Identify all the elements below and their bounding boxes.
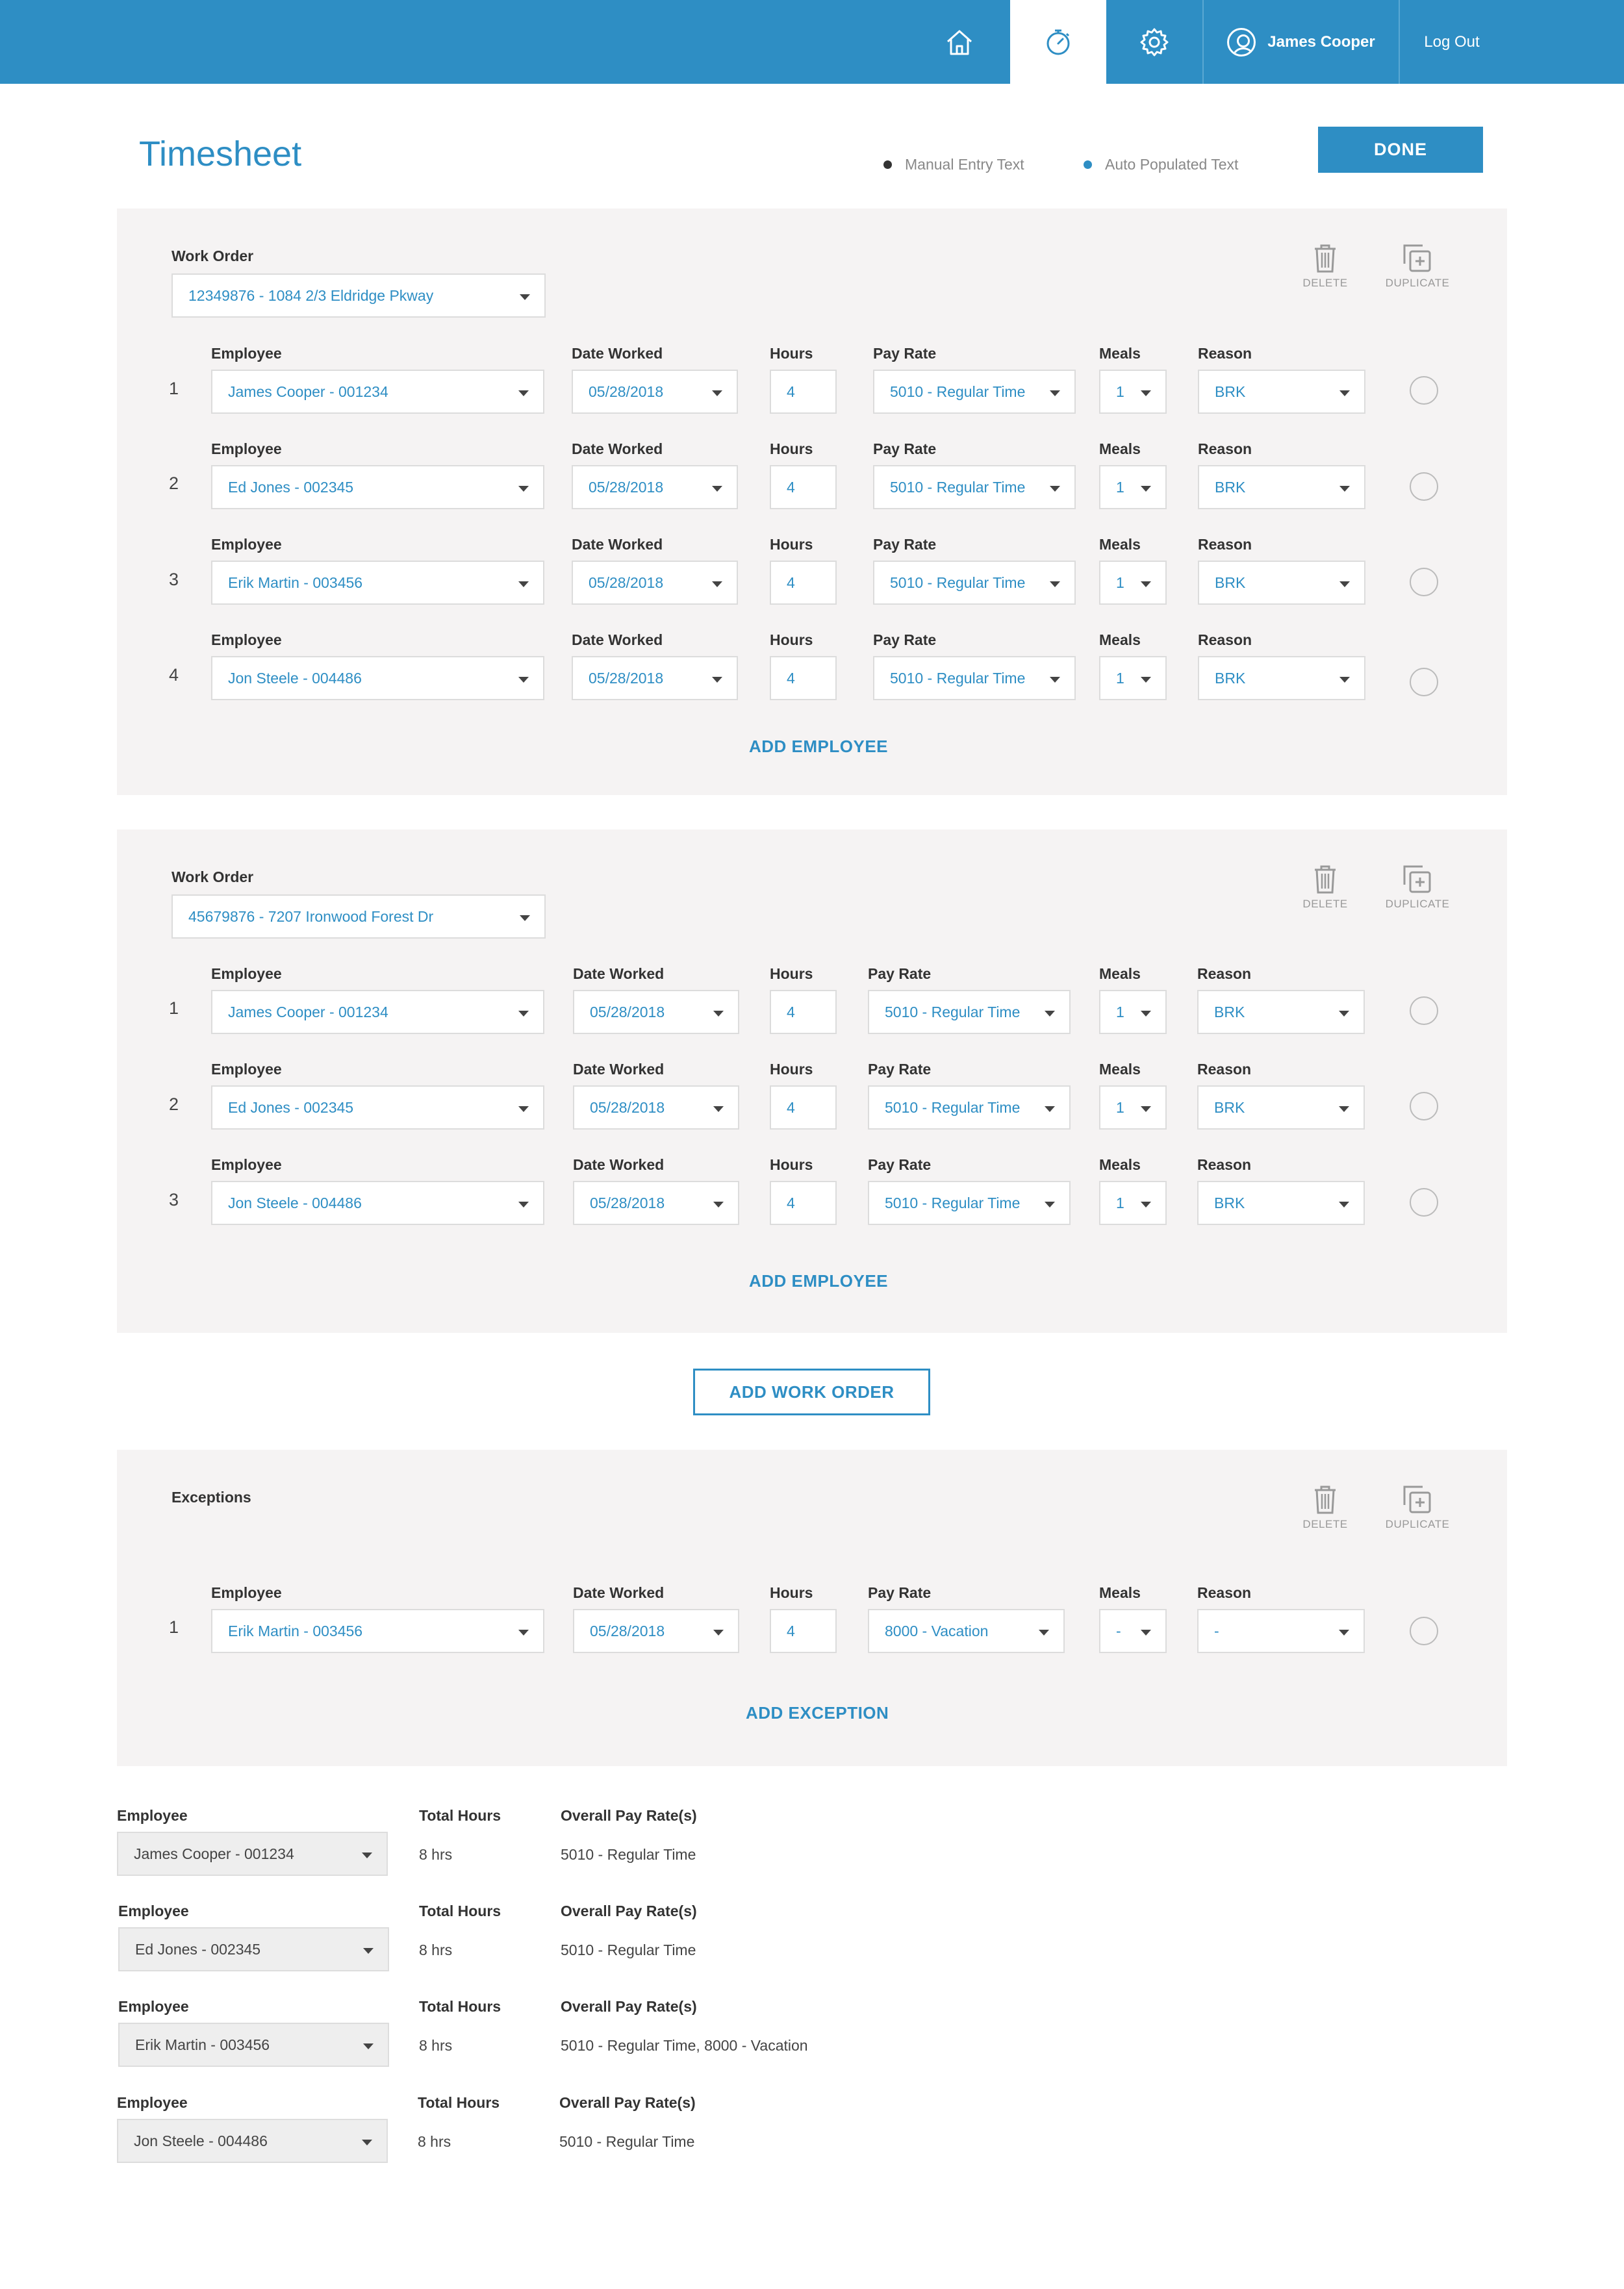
employee-select[interactable] xyxy=(211,1181,544,1225)
chevron-down-icon xyxy=(1339,1011,1349,1017)
employee-value: James Cooper - 001234 xyxy=(228,1003,388,1020)
delete-button[interactable] xyxy=(1286,1486,1364,1531)
employee-select[interactable] xyxy=(211,656,544,700)
pay-rate-label: Pay Rate xyxy=(868,1061,932,1078)
overall-pay-rates-label: Overall Pay Rate(s) xyxy=(561,1998,697,2015)
chevron-down-icon xyxy=(363,1948,374,1954)
row-select-radio[interactable] xyxy=(1410,1617,1438,1645)
delete-label: DELETE xyxy=(1302,1518,1348,1530)
nav-timesheet[interactable] xyxy=(1010,0,1106,84)
date-worked-label: Date Worked xyxy=(572,345,663,362)
add-employee-button[interactable]: ADD EMPLOYEE xyxy=(749,737,889,756)
chevron-down-icon xyxy=(1141,1106,1151,1112)
hours-label: Hours xyxy=(770,440,813,457)
hours-value: 4 xyxy=(787,1098,795,1116)
date-worked-label: Date Worked xyxy=(572,536,663,553)
reason-label: Reason xyxy=(1198,440,1252,457)
chevron-down-icon xyxy=(1141,486,1151,492)
overall-pay-rates-label: Overall Pay Rate(s) xyxy=(561,1807,697,1824)
reason-select[interactable] xyxy=(1198,370,1365,414)
summary-employee-value: James Cooper - 001234 xyxy=(134,1845,294,1862)
row-select-radio[interactable] xyxy=(1410,996,1438,1025)
duplicate-icon xyxy=(1403,865,1432,894)
employee-value: Erik Martin - 003456 xyxy=(228,1622,363,1639)
pay-rate-select[interactable] xyxy=(868,1085,1071,1130)
pay-rate-value: 5010 - Regular Time xyxy=(890,669,1026,687)
employee-select[interactable] xyxy=(211,370,544,414)
chevron-down-icon xyxy=(518,1202,529,1208)
pay-rate-select[interactable] xyxy=(873,465,1076,509)
employee-select[interactable] xyxy=(211,561,544,605)
overall-pay-rates-label: Overall Pay Rate(s) xyxy=(559,2094,696,2111)
meals-label: Meals xyxy=(1099,1156,1141,1173)
duplicate-button[interactable] xyxy=(1378,244,1456,290)
chevron-down-icon xyxy=(518,486,529,492)
employee-value: Ed Jones - 002345 xyxy=(228,1098,354,1116)
row-select-radio[interactable] xyxy=(1410,1092,1438,1120)
meals-value: 1 xyxy=(1116,1194,1124,1211)
chevron-down-icon xyxy=(362,1853,372,1858)
reason-value: BRK xyxy=(1215,669,1246,687)
row-number: 1 xyxy=(169,1617,179,1637)
row-select-radio[interactable] xyxy=(1410,376,1438,405)
meals-label: Meals xyxy=(1099,345,1141,362)
row-select-radio[interactable] xyxy=(1410,472,1438,501)
chevron-down-icon xyxy=(520,915,530,921)
row-number: 2 xyxy=(169,1094,179,1114)
meals-select[interactable] xyxy=(1099,370,1167,414)
hours-input[interactable] xyxy=(770,1609,837,1653)
delete-button[interactable] xyxy=(1286,244,1364,290)
duplicate-label: DUPLICATE xyxy=(1385,898,1450,910)
date-worked-select[interactable] xyxy=(573,990,739,1034)
delete-button[interactable] xyxy=(1286,865,1364,911)
pay-rate-value: 5010 - Regular Time xyxy=(885,1098,1021,1116)
date-worked-select[interactable] xyxy=(572,561,738,605)
chevron-down-icon xyxy=(363,2043,374,2049)
employee-label: Employee xyxy=(211,1156,282,1173)
hours-input[interactable] xyxy=(770,990,837,1034)
chevron-down-icon xyxy=(1339,1106,1349,1112)
chevron-down-icon xyxy=(712,581,722,587)
hours-value: 4 xyxy=(787,574,795,591)
gear-icon xyxy=(1139,27,1170,58)
overall-pay-rates-label: Overall Pay Rate(s) xyxy=(561,1903,697,1919)
reason-label: Reason xyxy=(1198,536,1252,553)
nav-home[interactable] xyxy=(921,0,998,84)
chevron-down-icon xyxy=(1050,390,1060,396)
row-number: 1 xyxy=(169,998,179,1018)
reason-value: BRK xyxy=(1214,1003,1245,1020)
summary-employee-select[interactable] xyxy=(117,1832,388,1876)
meals-select[interactable] xyxy=(1099,990,1167,1034)
meals-label: Meals xyxy=(1099,440,1141,457)
reason-label: Reason xyxy=(1198,631,1252,648)
chevron-down-icon xyxy=(1141,390,1151,396)
reason-select[interactable] xyxy=(1197,1181,1365,1225)
duplicate-icon xyxy=(1403,244,1432,273)
hours-value: 4 xyxy=(787,383,795,400)
done-button[interactable]: DONE xyxy=(1318,127,1483,173)
duplicate-icon xyxy=(1403,1486,1432,1514)
employee-label: Employee xyxy=(211,1584,282,1601)
summary-employee-value: Erik Martin - 003456 xyxy=(135,2036,270,2053)
chevron-down-icon xyxy=(1141,1011,1151,1017)
overall-pay-rates-value: 5010 - Regular Time xyxy=(559,2133,695,2150)
hours-input[interactable] xyxy=(770,1181,837,1225)
employee-select[interactable] xyxy=(211,1085,544,1130)
employee-select[interactable] xyxy=(211,990,544,1034)
employee-select[interactable] xyxy=(211,465,544,509)
employee-value: James Cooper - 001234 xyxy=(228,383,388,400)
chevron-down-icon xyxy=(518,677,529,683)
employee-label: Employee xyxy=(211,965,282,982)
overall-pay-rates-value: 5010 - Regular Time, 8000 - Vacation xyxy=(561,2037,808,2054)
meals-select[interactable] xyxy=(1099,1609,1167,1653)
summary-employee-select[interactable] xyxy=(118,1927,389,1971)
chevron-down-icon xyxy=(712,677,722,683)
work-order-value: 12349876 - 1084 2/3 Eldridge Pkway xyxy=(188,286,434,304)
employee-label: Employee xyxy=(211,1061,282,1078)
total-hours-value: 8 hrs xyxy=(418,2133,451,2150)
employee-label: Employee xyxy=(211,631,282,648)
date-worked-label: Date Worked xyxy=(573,1061,665,1078)
duplicate-label: DUPLICATE xyxy=(1385,1518,1450,1530)
legend-manual xyxy=(883,156,1024,173)
work-order-label: Work Order xyxy=(171,247,254,264)
hours-input[interactable] xyxy=(770,1085,837,1130)
chevron-down-icon xyxy=(1339,1202,1349,1208)
pay-rate-value: 5010 - Regular Time xyxy=(890,383,1026,400)
pay-rate-label: Pay Rate xyxy=(873,345,937,362)
date-worked-value: 05/28/2018 xyxy=(589,669,664,687)
duplicate-label: DUPLICATE xyxy=(1385,277,1450,289)
legend-auto-label: Auto Populated Text xyxy=(1105,156,1239,173)
pay-rate-value: 5010 - Regular Time xyxy=(890,478,1026,496)
chevron-down-icon xyxy=(1050,677,1060,683)
timer-icon xyxy=(1043,27,1073,57)
chevron-down-icon xyxy=(1339,581,1350,587)
total-hours-label: Total Hours xyxy=(419,1903,501,1919)
pay-rate-label: Pay Rate xyxy=(873,631,937,648)
page-title: Timesheet xyxy=(139,134,302,173)
hours-value: 4 xyxy=(787,669,795,687)
meals-value: 1 xyxy=(1116,383,1124,400)
chevron-down-icon xyxy=(1045,1011,1055,1017)
reason-select[interactable] xyxy=(1197,990,1365,1034)
hours-input[interactable] xyxy=(770,465,837,509)
hours-input[interactable] xyxy=(770,370,837,414)
meals-value: 1 xyxy=(1116,1003,1124,1020)
date-worked-select[interactable] xyxy=(573,1181,739,1225)
top-nav xyxy=(0,0,1624,84)
meals-label: Meals xyxy=(1099,536,1141,553)
pay-rate-select[interactable] xyxy=(868,1609,1065,1653)
nav-settings[interactable] xyxy=(1106,0,1202,84)
hours-value: 4 xyxy=(787,1194,795,1211)
date-worked-value: 05/28/2018 xyxy=(589,383,664,400)
row-select-radio[interactable] xyxy=(1410,568,1438,596)
reason-select[interactable] xyxy=(1197,1609,1365,1653)
reason-value: BRK xyxy=(1214,1098,1245,1116)
pay-rate-select[interactable] xyxy=(868,990,1071,1034)
date-worked-label: Date Worked xyxy=(573,1156,665,1173)
total-hours-label: Total Hours xyxy=(419,1998,501,2015)
total-hours-value: 8 hrs xyxy=(419,1846,453,1863)
row-select-radio[interactable] xyxy=(1410,1188,1438,1217)
legend-auto xyxy=(1084,156,1238,173)
reason-value: - xyxy=(1214,1622,1219,1639)
chevron-down-icon xyxy=(713,1106,724,1112)
hours-label: Hours xyxy=(770,631,813,648)
chevron-down-icon xyxy=(1339,486,1350,492)
legend-manual-label: Manual Entry Text xyxy=(905,156,1024,173)
employee-label: Employee xyxy=(211,440,282,457)
hours-value: 4 xyxy=(787,1003,795,1020)
chevron-down-icon xyxy=(713,1630,724,1636)
work-order-value: 45679876 - 7207 Ironwood Forest Dr xyxy=(188,907,434,925)
summary-employee-value: Ed Jones - 002345 xyxy=(135,1940,261,1958)
date-worked-select[interactable] xyxy=(573,1609,739,1653)
meals-label: Meals xyxy=(1099,965,1141,982)
nav-user[interactable] xyxy=(1204,0,1399,84)
user-name: James Cooper xyxy=(1267,32,1375,51)
chevron-down-icon xyxy=(1050,581,1060,587)
reason-label: Reason xyxy=(1198,345,1252,362)
reason-select[interactable] xyxy=(1197,1085,1365,1130)
summary-employee-select[interactable] xyxy=(118,2023,389,2067)
pay-rate-label: Pay Rate xyxy=(873,536,937,553)
chevron-down-icon xyxy=(1141,1630,1151,1636)
row-select-radio[interactable] xyxy=(1410,668,1438,696)
chevron-down-icon xyxy=(518,1011,529,1017)
delete-label: DELETE xyxy=(1302,898,1348,910)
pay-rate-label: Pay Rate xyxy=(868,1156,932,1173)
meals-select[interactable] xyxy=(1099,561,1167,605)
logout-label: Log Out xyxy=(1424,32,1480,51)
employee-label: Employee xyxy=(211,345,282,362)
chevron-down-icon xyxy=(518,581,529,587)
reason-select[interactable] xyxy=(1198,465,1365,509)
date-worked-label: Date Worked xyxy=(572,631,663,648)
date-worked-value: 05/28/2018 xyxy=(590,1194,665,1211)
date-worked-select[interactable] xyxy=(572,370,738,414)
row-number: 2 xyxy=(169,474,179,493)
meals-value: - xyxy=(1116,1622,1121,1639)
summary-employee-value: Jon Steele - 004486 xyxy=(134,2132,268,2149)
total-hours-value: 8 hrs xyxy=(419,1941,453,1958)
row-number: 4 xyxy=(169,665,179,685)
date-worked-value: 05/28/2018 xyxy=(589,478,664,496)
add-work-order-button[interactable]: ADD WORK ORDER xyxy=(693,1369,930,1415)
pay-rate-select[interactable] xyxy=(873,370,1076,414)
meals-label: Meals xyxy=(1099,631,1141,648)
meals-select[interactable] xyxy=(1099,1181,1167,1225)
employee-value: Ed Jones - 002345 xyxy=(228,478,354,496)
total-hours-value: 8 hrs xyxy=(419,2037,453,2054)
logout-link[interactable] xyxy=(1400,0,1504,84)
date-worked-value: 05/28/2018 xyxy=(590,1003,665,1020)
chevron-down-icon xyxy=(713,1011,724,1017)
work-order-panel xyxy=(117,209,1507,795)
meals-value: 1 xyxy=(1116,669,1124,687)
date-worked-label: Date Worked xyxy=(573,1584,665,1601)
delete-label: DELETE xyxy=(1302,277,1348,289)
duplicate-button[interactable] xyxy=(1378,865,1456,911)
row-number: 1 xyxy=(169,379,179,398)
overall-pay-rates-value: 5010 - Regular Time xyxy=(561,1846,696,1863)
reason-value: BRK xyxy=(1215,574,1246,591)
user-icon xyxy=(1227,28,1256,57)
home-icon xyxy=(945,27,974,57)
reason-label: Reason xyxy=(1197,965,1252,982)
date-worked-value: 05/28/2018 xyxy=(589,574,664,591)
pay-rate-select[interactable] xyxy=(873,561,1076,605)
employee-value: Jon Steele - 004486 xyxy=(228,669,362,687)
hours-label: Hours xyxy=(770,345,813,362)
hours-label: Hours xyxy=(770,536,813,553)
chevron-down-icon xyxy=(1039,1630,1049,1636)
reason-select[interactable] xyxy=(1198,656,1365,700)
trash-icon xyxy=(1313,244,1337,273)
meals-select[interactable] xyxy=(1099,1085,1167,1130)
pay-rate-value: 8000 - Vacation xyxy=(885,1622,989,1639)
meals-label: Meals xyxy=(1099,1061,1141,1078)
meals-value: 1 xyxy=(1116,1098,1124,1116)
chevron-down-icon xyxy=(713,1202,724,1208)
meals-value: 1 xyxy=(1116,574,1124,591)
chevron-down-icon xyxy=(1141,1202,1151,1208)
chevron-down-icon xyxy=(518,1106,529,1112)
overall-pay-rates-value: 5010 - Regular Time xyxy=(561,1941,696,1958)
total-hours-label: Total Hours xyxy=(419,1807,501,1824)
meals-label: Meals xyxy=(1099,1584,1141,1601)
chevron-down-icon xyxy=(518,390,529,396)
chevron-down-icon xyxy=(1141,677,1151,683)
chevron-down-icon xyxy=(1339,1630,1349,1636)
date-worked-select[interactable] xyxy=(573,1085,739,1130)
work-order-panel xyxy=(117,829,1507,1333)
reason-value: BRK xyxy=(1215,383,1246,400)
add-employee-button[interactable]: ADD EMPLOYEE xyxy=(749,1271,889,1291)
employee-label: Employee xyxy=(211,536,282,553)
date-worked-select[interactable] xyxy=(572,465,738,509)
meals-select[interactable] xyxy=(1099,656,1167,700)
chevron-down-icon xyxy=(520,294,530,300)
employee-select[interactable] xyxy=(211,1609,544,1653)
reason-label: Reason xyxy=(1197,1156,1252,1173)
exceptions-label: Exceptions xyxy=(171,1489,251,1506)
exceptions-panel xyxy=(117,1450,1507,1766)
date-worked-select[interactable] xyxy=(572,656,738,700)
hours-value: 4 xyxy=(787,478,795,496)
employee-label: Employee xyxy=(117,2094,188,2111)
hours-label: Hours xyxy=(770,1061,813,1078)
meals-value: 1 xyxy=(1116,478,1124,496)
chevron-down-icon xyxy=(712,390,722,396)
duplicate-button[interactable] xyxy=(1378,1486,1456,1531)
chevron-down-icon xyxy=(1339,390,1350,396)
chevron-down-icon xyxy=(712,486,722,492)
date-worked-label: Date Worked xyxy=(572,440,663,457)
hours-label: Hours xyxy=(770,965,813,982)
pay-rate-select[interactable] xyxy=(868,1181,1071,1225)
employee-label: Employee xyxy=(118,1903,189,1919)
pay-rate-select[interactable] xyxy=(873,656,1076,700)
pay-rate-value: 5010 - Regular Time xyxy=(885,1003,1021,1020)
date-worked-value: 05/28/2018 xyxy=(590,1622,665,1639)
hours-label: Hours xyxy=(770,1584,813,1601)
pay-rate-label: Pay Rate xyxy=(868,965,932,982)
row-number: 3 xyxy=(169,1190,179,1209)
auto-dot-icon xyxy=(1084,160,1092,169)
reason-label: Reason xyxy=(1197,1061,1252,1078)
row-number: 3 xyxy=(169,570,179,589)
hours-value: 4 xyxy=(787,1622,795,1639)
total-hours-label: Total Hours xyxy=(418,2094,500,2111)
chevron-down-icon xyxy=(1045,1106,1055,1112)
chevron-down-icon xyxy=(362,2140,372,2145)
employee-value: Jon Steele - 004486 xyxy=(228,1194,362,1211)
employee-value: Erik Martin - 003456 xyxy=(228,574,363,591)
chevron-down-icon xyxy=(1141,581,1151,587)
chevron-down-icon xyxy=(1045,1202,1055,1208)
work-order-label: Work Order xyxy=(171,868,254,885)
chevron-down-icon xyxy=(1339,677,1350,683)
meals-select[interactable] xyxy=(1099,465,1167,509)
manual-dot-icon xyxy=(883,160,892,169)
add-exception-button[interactable]: ADD EXCEPTION xyxy=(746,1703,889,1723)
date-worked-value: 05/28/2018 xyxy=(590,1098,665,1116)
work-order-select[interactable] xyxy=(171,273,546,318)
reason-value: BRK xyxy=(1215,478,1246,496)
hours-label: Hours xyxy=(770,1156,813,1173)
date-worked-label: Date Worked xyxy=(573,965,665,982)
pay-rate-value: 5010 - Regular Time xyxy=(890,574,1026,591)
pay-rate-label: Pay Rate xyxy=(868,1584,932,1601)
trash-icon xyxy=(1313,1486,1337,1514)
pay-rate-value: 5010 - Regular Time xyxy=(885,1194,1021,1211)
summary-employee-select[interactable] xyxy=(117,2119,388,2163)
reason-label: Reason xyxy=(1197,1584,1252,1601)
chevron-down-icon xyxy=(1050,486,1060,492)
employee-label: Employee xyxy=(118,1998,189,2015)
chevron-down-icon xyxy=(518,1630,529,1636)
hours-input[interactable] xyxy=(770,561,837,605)
employee-label: Employee xyxy=(117,1807,188,1824)
pay-rate-label: Pay Rate xyxy=(873,440,937,457)
reason-select[interactable] xyxy=(1198,561,1365,605)
trash-icon xyxy=(1313,865,1337,894)
reason-value: BRK xyxy=(1214,1194,1245,1211)
work-order-select[interactable] xyxy=(171,894,546,939)
hours-input[interactable] xyxy=(770,656,837,700)
